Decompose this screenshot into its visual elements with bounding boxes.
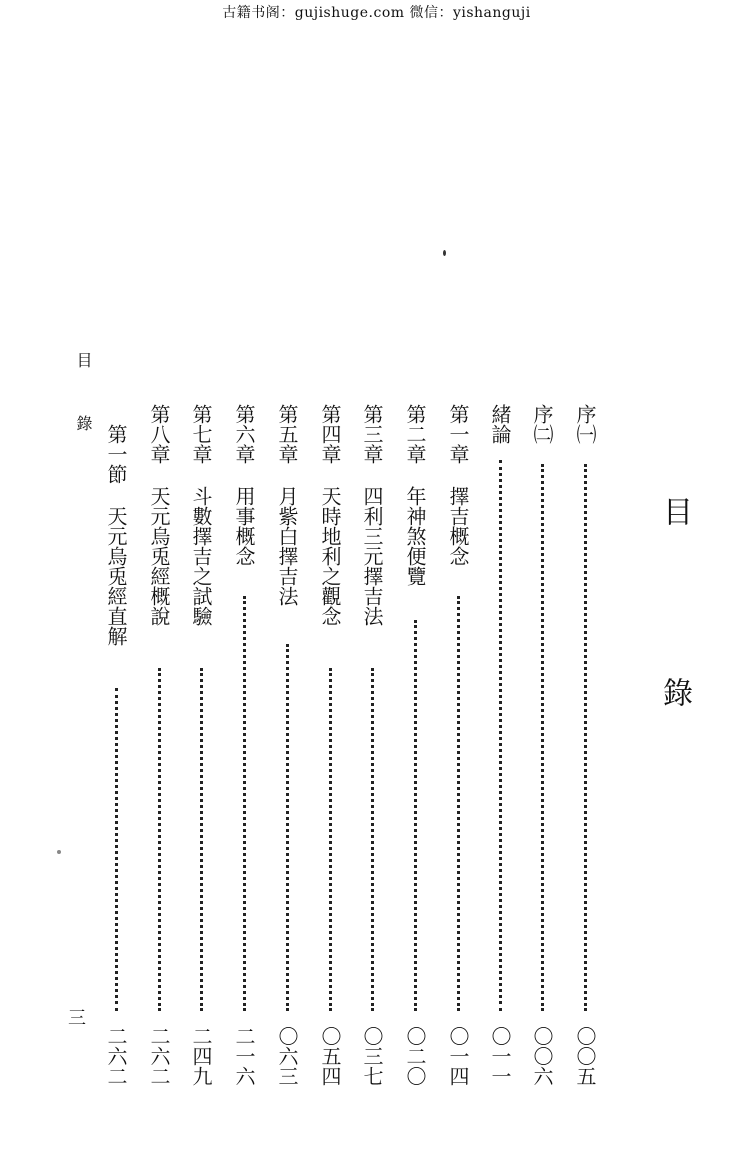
toc-entry-chapter-6[interactable] xyxy=(230,404,258,1086)
chapter-number: 第五章 xyxy=(275,404,299,464)
leader-dots xyxy=(115,688,118,1011)
chapter-title: 擇吉概念 xyxy=(446,486,470,566)
running-header: 目 錄 xyxy=(74,352,93,445)
chapter-number: 第一章 xyxy=(446,404,470,464)
section-number: 第一節 xyxy=(104,424,128,484)
toc-entry-chapter-8[interactable] xyxy=(145,404,173,1086)
toc-label xyxy=(147,404,171,626)
toc-entry-section-1[interactable] xyxy=(102,424,130,1086)
chapter-title: 天元烏兎經概說 xyxy=(147,486,171,626)
toc-entry-chapter-5[interactable] xyxy=(273,404,301,1086)
toc-page-number: 〇〇六 xyxy=(530,1026,554,1086)
toc-page-number: 〇三七 xyxy=(360,1026,384,1086)
toc-page-number: 二六二 xyxy=(104,1026,128,1086)
chapter-title: 天時地利之觀念 xyxy=(318,486,342,626)
leader-dots xyxy=(329,668,332,1011)
chapter-number: 第二章 xyxy=(403,404,427,464)
toc-label xyxy=(318,404,342,626)
toc-page-number: 〇一一 xyxy=(488,1026,512,1086)
page-title: 目 錄 xyxy=(657,496,692,765)
toc-entry-chapter-3[interactable] xyxy=(358,404,386,1086)
leader-dots xyxy=(457,596,460,1011)
ink-speck xyxy=(443,250,446,256)
toc-entry-introduction[interactable] xyxy=(486,404,514,1086)
leader-dots xyxy=(541,464,544,1011)
chapter-number: 第七章 xyxy=(189,404,213,464)
leader-dots xyxy=(499,460,502,1011)
chapter-number: 第六章 xyxy=(232,404,256,464)
toc-label xyxy=(446,404,470,566)
toc-label: 緒論 xyxy=(488,404,512,444)
chapter-number: 第八章 xyxy=(147,404,171,464)
leader-dots xyxy=(286,644,289,1011)
watermark-header: 古籍书阁：gujishuge.com 微信：yishanguji xyxy=(222,5,531,21)
chapter-title: 斗數擇吉之試驗 xyxy=(189,486,213,626)
leader-dots xyxy=(371,668,374,1011)
toc-label xyxy=(189,404,213,626)
toc-page-number: 〇二〇 xyxy=(403,1026,427,1086)
chapter-number: 第四章 xyxy=(318,404,342,464)
section-title: 天元烏兎經直解 xyxy=(104,506,128,646)
toc-entry-chapter-7[interactable] xyxy=(187,404,215,1086)
toc-page-number: 〇一四 xyxy=(446,1026,470,1086)
toc-entry-chapter-4[interactable] xyxy=(316,404,344,1086)
chapter-number: 第三章 xyxy=(360,404,384,464)
toc-label xyxy=(275,404,299,606)
toc-label: 序㈠ xyxy=(573,404,597,444)
chapter-title: 年神煞便覽 xyxy=(403,486,427,586)
chapter-title: 用事概念 xyxy=(232,486,256,566)
chapter-title: 四利三元擇吉法 xyxy=(360,486,384,626)
leader-dots xyxy=(200,668,203,1011)
leader-dots xyxy=(243,596,246,1011)
toc-label xyxy=(232,404,256,566)
toc-label xyxy=(360,404,384,626)
leader-dots xyxy=(158,668,161,1011)
toc-page-number: 〇五四 xyxy=(318,1026,342,1086)
toc-entry-preface-2[interactable] xyxy=(528,404,556,1086)
folio-page-number: 三 xyxy=(65,1008,86,1026)
toc-page-number: 二六二 xyxy=(147,1026,171,1086)
toc-page-number: 〇六三 xyxy=(275,1026,299,1086)
leader-dots xyxy=(414,620,417,1011)
ink-speck xyxy=(57,850,61,854)
toc-entry-preface-1[interactable] xyxy=(571,404,599,1086)
toc-page-number: 〇〇五 xyxy=(573,1026,597,1086)
toc-label: 序㈡ xyxy=(530,404,554,444)
toc-entry-chapter-2[interactable] xyxy=(401,404,429,1086)
toc-page-number: 二四九 xyxy=(189,1026,213,1086)
toc-entry-chapter-1[interactable] xyxy=(444,404,472,1086)
chapter-title: 月紫白擇吉法 xyxy=(275,486,299,606)
toc-label xyxy=(403,404,427,586)
toc-label xyxy=(104,424,128,646)
toc-page-number: 二一六 xyxy=(232,1026,256,1086)
leader-dots xyxy=(584,464,587,1011)
